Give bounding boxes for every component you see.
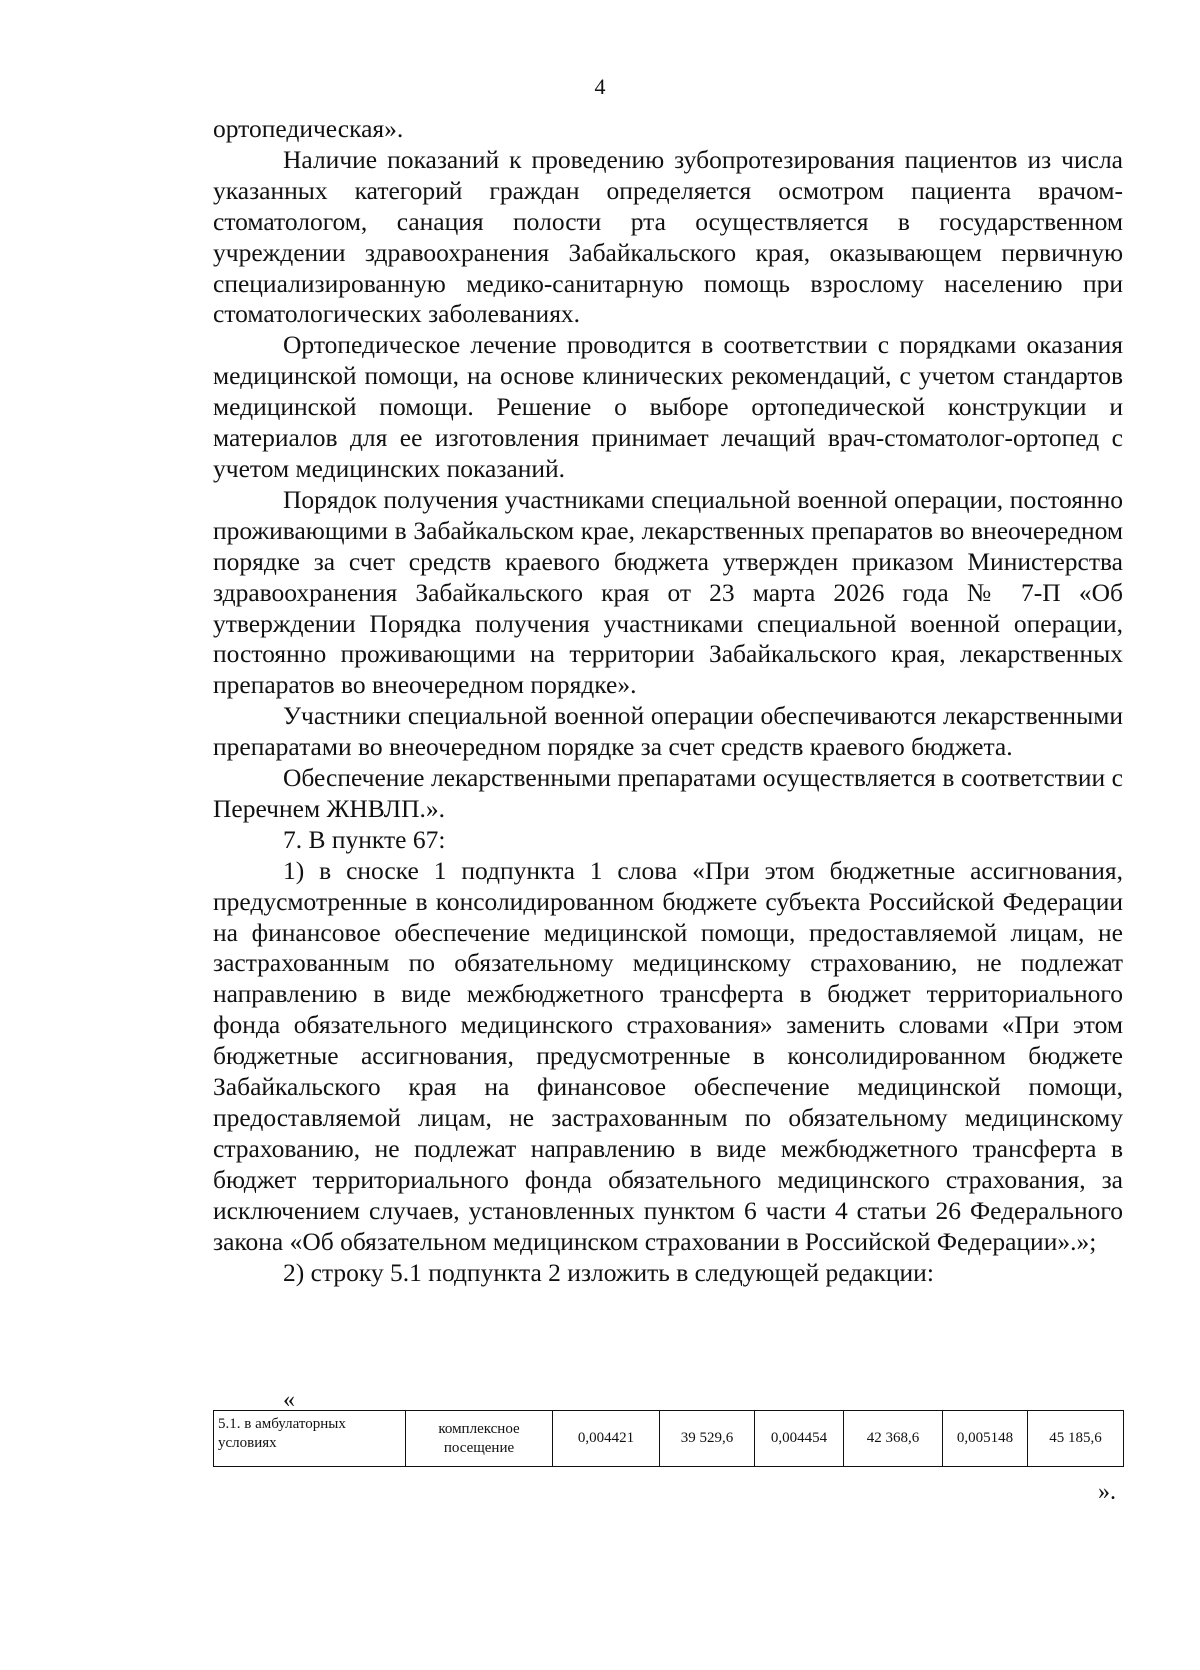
row-label-cell [214, 1411, 406, 1467]
rates-table [213, 1410, 1124, 1467]
paragraph: 7. В пункте 67: [283, 824, 446, 854]
paragraph: 2) строку 5.1 подпункта 2 изложить в следующей редакции: [283, 1257, 934, 1287]
paragraph: Обеспечение лекарственными препаратами осуществляется в соответствии с Перечнем ЖНВЛП.». [213, 763, 1123, 823]
paragraph: Порядок получения участниками специальной военной операции, постоянно проживающими в Забайкальском крае, лекарственных препаратов во внеочередном порядке за счет средств краевого бюджета утвержден приказом Министерства здравоохранения Забайкальского края от 23 марта 2026 года № 7-П «Об утверждении Порядка получения участниками специальной военной операции, постоянно проживающими на территории Забайкальского края, лекарственных препаратов во внеочередном порядке». [213, 484, 1123, 700]
document-body [213, 114, 1123, 1288]
opening-quote-mark: « [283, 1387, 295, 1413]
unit-cell [406, 1411, 553, 1467]
row-label-line: 5.1. в амбулаторных [218, 1416, 346, 1432]
value-cell: 42 368,6 [844, 1411, 943, 1467]
paragraph: Ортопедическое лечение проводится в соответствии с порядками оказания медицинской помощи, на основе клинических рекомендаций, с учетом стандартов медицинской помощи. Решение о выборе ортопедической конструкции и материалов для ее изготовления принимает лечащий врач-стоматолог-ортопед с учетом медицинских показаний. [213, 330, 1123, 483]
unit-line: комплексное [438, 1420, 520, 1437]
value-cell: 39 529,6 [660, 1411, 755, 1467]
paragraph: 1) в сноске 1 подпункта 1 слова «При этом бюджетные ассигнования, предусмотренные в консолидированном бюджете субъекта Российской Федерации на финансовое обеспечение медицинской помощи, предоставляемой лицам, не застрахованным по обязательному медицинскому страхованию, не подлежат направлению в виде межбюджетного трансферта в бюджет территориального фонда обязательного медицинского страхования» заменить словами «При этом бюджетные ассигнования, предусмотренные в консолидированном бюджете Забайкальского края на финансовое обеспечение медицинской помощи, предоставляемой лицам, не застрахованным по обязательному медицинскому страхованию, не подлежат направлению в виде межбюджетного трансферта в бюджет территориального фонда обязательного медицинского страхования, за исключением случаев, установленных пунктом 6 части 4 статьи 26 Федерального закона «Об обязательном медицинском страховании в Российской Федерации».»; [213, 855, 1123, 1256]
closing-quote-mark: ». [1098, 1479, 1116, 1505]
value-cell: 0,004454 [755, 1411, 844, 1467]
table-row [214, 1411, 1124, 1467]
paragraph: ортопедическая». [213, 114, 404, 143]
value-cell: 0,005148 [943, 1411, 1028, 1467]
unit-line: посещение [443, 1439, 515, 1456]
value-cell: 0,004421 [553, 1411, 660, 1467]
paragraph: Наличие показаний к проведению зубопротезирования пациентов из числа указанных категорий граждан определяется осмотром пациента врачом-стоматологом, санация полости рта осуществляется в государственном учреждении здравоохранения Забайкальского края, оказывающем первичную специализированную медико-санитарную помощь взрослому населению при стоматологических заболеваниях. [213, 144, 1123, 329]
value-cell: 45 185,6 [1028, 1411, 1124, 1467]
page-number: 4 [594, 74, 606, 99]
paragraph: Участники специальной военной операции обеспечиваются лекарственными препаратами во внеочередном порядке за счет средств краевого бюджета. [213, 701, 1123, 762]
row-label-line: условиях [218, 1435, 277, 1451]
